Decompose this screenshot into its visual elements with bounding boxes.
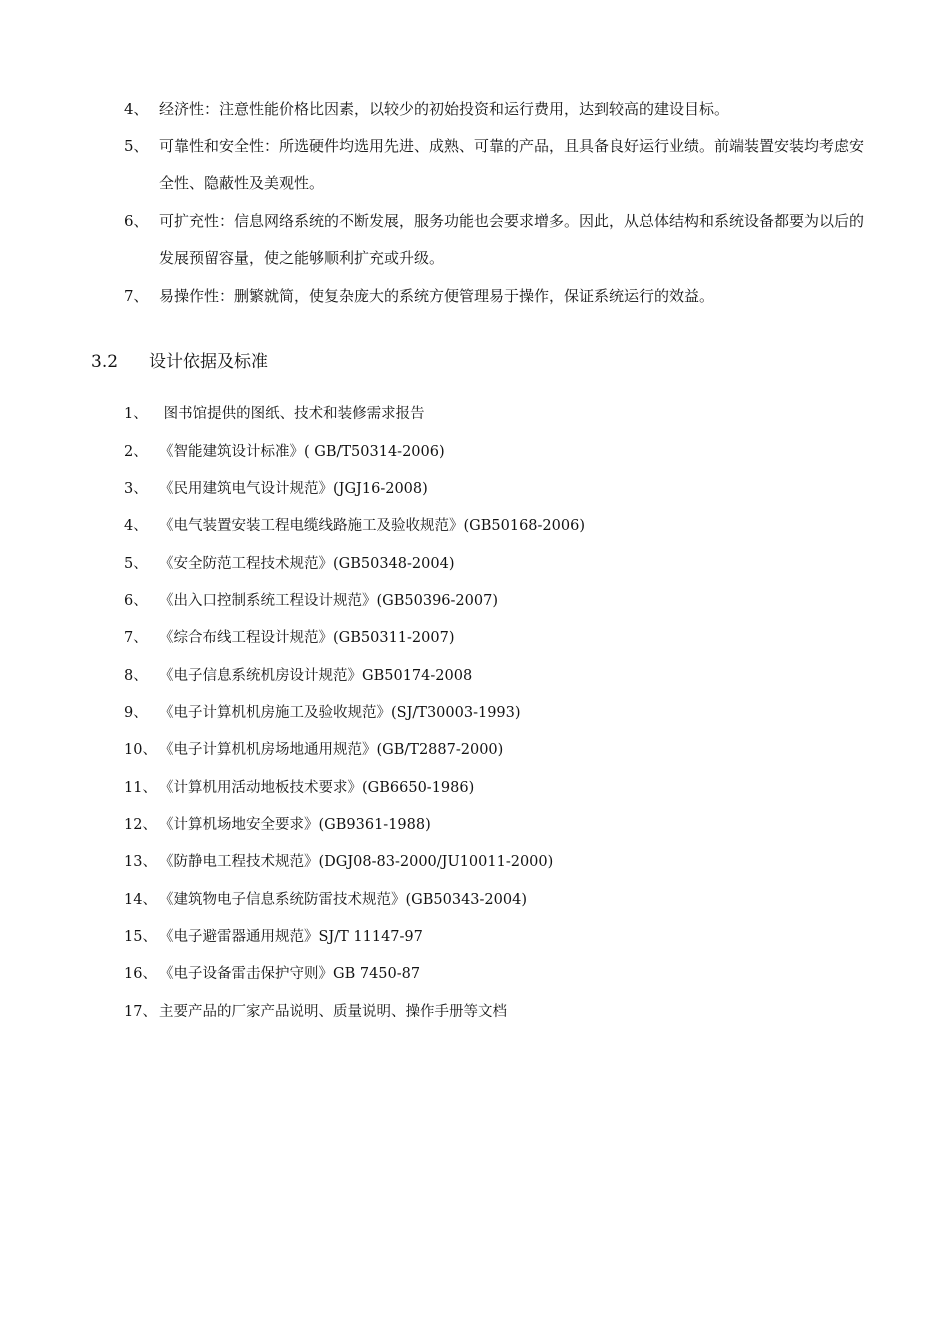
list-number: 10、	[124, 742, 157, 758]
list-number: 11、	[124, 780, 157, 796]
principle-text: 可扩充性：信息网络系统的不断发展，服务功能也会要求增多。因此，从总体结构和系统设备都要为以后的发展预留容量，使之能够顺利扩充或升级。	[159, 212, 865, 267]
list-number: 13、	[124, 854, 157, 870]
reference-item	[124, 440, 445, 464]
list-number: 14、	[124, 892, 157, 908]
section-title: 设计依据及标准	[149, 352, 268, 372]
list-number: 4、	[124, 100, 149, 118]
list-number: 17、	[124, 1004, 157, 1020]
reference-text: 《电子设备雷击保护守则》GB 7450-87	[159, 966, 421, 982]
reference-text: 《计算机场地安全要求》(GB9361-1988)	[159, 817, 431, 833]
reference-item	[124, 589, 498, 613]
reference-text: 图书馆提供的图纸、技术和装修需求报告	[159, 406, 425, 422]
principle-text: 经济性：注意性能价格比因素，以较少的初始投资和运行费用，达到较高的建设目标。	[159, 100, 730, 118]
reference-text: 《综合布线工程设计规范》(GB50311-2007)	[159, 630, 455, 646]
reference-text: 《电子信息系统机房设计规范》GB50174-2008	[159, 668, 473, 684]
reference-item	[124, 626, 454, 650]
reference-item	[124, 925, 423, 949]
reference-text: 《电气装置安装工程电缆线路施工及验收规范》(GB50168-2006)	[159, 518, 585, 534]
list-number: 9、	[124, 705, 148, 721]
reference-item	[124, 402, 425, 426]
list-number: 3、	[124, 481, 148, 497]
list-number: 5、	[124, 137, 149, 155]
reference-text: 主要产品的厂家产品说明、质量说明、操作手册等文档	[159, 1004, 507, 1020]
reference-text: 《电子避雷器通用规范》SJ/T 11147-97	[159, 929, 423, 945]
section-heading	[91, 346, 268, 378]
reference-item	[124, 701, 521, 725]
list-number: 7、	[124, 287, 149, 305]
list-number: 7、	[124, 630, 148, 646]
section-number: 3.2	[91, 352, 119, 372]
list-number: 8、	[124, 668, 148, 684]
reference-item	[124, 850, 553, 874]
reference-text: 《电子计算机机房施工及验收规范》(SJ/T30003-1993)	[159, 705, 521, 721]
reference-text: 《计算机用活动地板技术要求》(GB6650-1986)	[159, 780, 475, 796]
reference-text: 《电子计算机机房场地通用规范》(GB/T2887-2000)	[159, 742, 504, 758]
list-number: 2、	[124, 444, 148, 460]
reference-item	[124, 776, 474, 800]
reference-text: 《安全防范工程技术规范》(GB50348-2004)	[159, 556, 455, 572]
list-number: 6、	[124, 212, 149, 230]
reference-item	[124, 888, 527, 912]
reference-text: 《民用建筑电气设计规范》(JGJ16-2008)	[159, 481, 428, 497]
reference-text: 《建筑物电子信息系统防雷技术规范》(GB50343-2004)	[159, 892, 527, 908]
list-number: 12、	[124, 817, 157, 833]
reference-item	[124, 552, 454, 576]
principle-item-expandability	[124, 203, 864, 277]
reference-item	[124, 514, 585, 538]
list-number: 15、	[124, 929, 157, 945]
list-number: 1、	[124, 406, 148, 422]
list-number: 6、	[124, 593, 148, 609]
reference-item	[124, 1000, 507, 1024]
reference-text: 《防静电工程技术规范》(DGJ08-83-2000/JU10011-2000)	[159, 854, 554, 870]
reference-text: 《智能建筑设计标准》( GB/T50314-2006)	[159, 444, 445, 460]
list-number: 5、	[124, 556, 148, 572]
principle-item-usability	[124, 278, 864, 315]
principle-item-reliability	[124, 128, 864, 202]
principle-text: 可靠性和安全性：所选硬件均选用先进、成熟、可靠的产品，且具备良好运行业绩。前端装置安装均考虑安全性、隐蔽性及美观性。	[159, 137, 865, 192]
reference-item	[124, 813, 431, 837]
list-number: 16、	[124, 966, 157, 982]
list-number: 4、	[124, 518, 148, 534]
reference-item	[124, 664, 472, 688]
reference-item	[124, 962, 420, 986]
reference-item	[124, 738, 503, 762]
reference-item	[124, 477, 428, 501]
principle-item-economy	[124, 91, 864, 128]
principle-text: 易操作性：删繁就简，使复杂庞大的系统方便管理易于操作，保证系统运行的效益。	[159, 287, 715, 305]
reference-text: 《出入口控制系统工程设计规范》(GB50396-2007)	[159, 593, 498, 609]
